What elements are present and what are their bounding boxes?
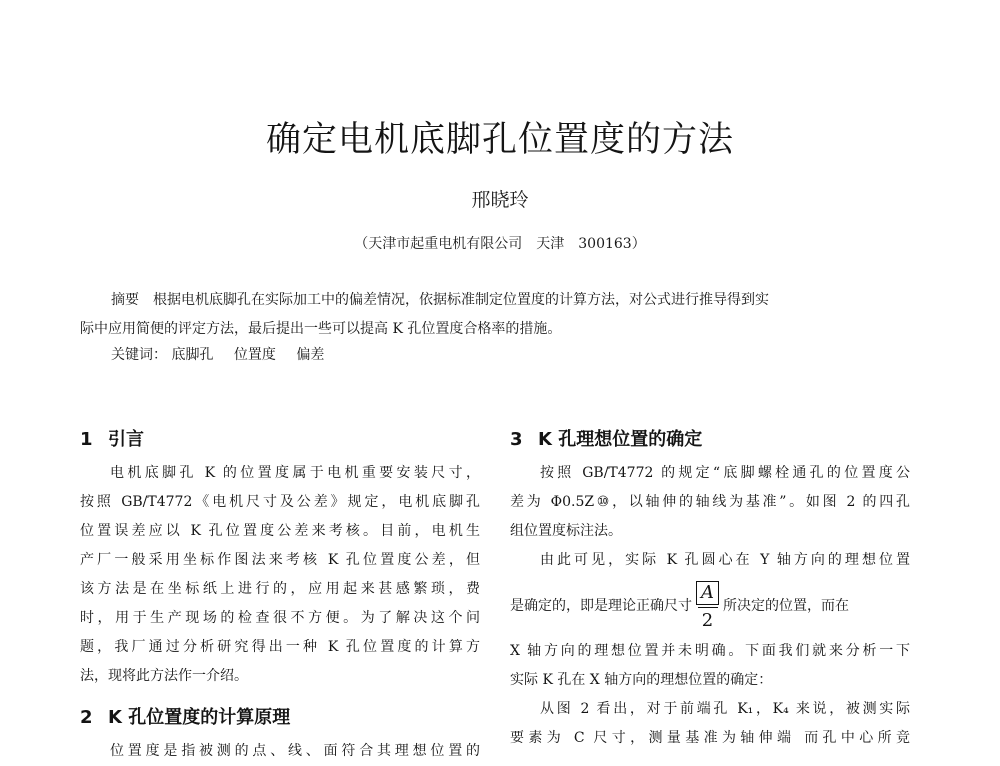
fraction-denominator: 2	[701, 609, 714, 631]
page-title: 确定电机底脚孔位置度的方法	[265, 120, 734, 160]
section-number: 3	[510, 429, 523, 450]
section-2-heading	[80, 703, 480, 733]
right-column	[510, 425, 910, 753]
paragraph-line: 组位置度标注法。	[510, 523, 622, 539]
section-title: K 孔位置度的计算原理	[108, 707, 291, 728]
fraction-bar	[698, 607, 718, 608]
paragraph-line: 位置度是指被测的点、线、面符合其理想位置的	[110, 743, 480, 759]
paragraph-line: 按照 GB/T4772《电机尺寸及公差》规定，电机底脚孔	[80, 494, 480, 510]
section-number: 1	[80, 429, 93, 450]
affiliation: （天津市起重电机有限公司 天津 300163）	[354, 236, 646, 252]
section-3-heading	[510, 425, 910, 455]
abstract-line-2	[80, 315, 905, 344]
paragraph-line: 题，我厂通过分析研究得出一种 K 孔位置度的计算方	[80, 639, 480, 655]
paragraph-line: 由此可见，实际 K 孔圆心在 Y 轴方向的理想位置	[540, 552, 910, 568]
keyword-item: 底脚孔	[171, 347, 214, 363]
abstract-line-1	[80, 286, 905, 315]
paragraph-line: 法，现将此方法作一介绍。	[80, 668, 248, 684]
abstract-text-1: 根据电机底脚孔在实际加工中的偏差情况，依据标准制定位置度的计算方法，对公式进行推导得到实	[153, 292, 769, 308]
paragraph-line: 实际 K 孔在 X 轴方向的理想位置的确定：	[510, 672, 773, 688]
paragraph-line: 产厂一般采用坐标作图法来考核 K 孔位置度公差，但	[80, 552, 480, 568]
paragraph-line: 按照 GB/T4772 的规定“底脚螺栓通孔的位置度公	[540, 465, 910, 481]
paragraph-line: 位置误差应以 K 孔位置度公差来考核。目前，电机生	[80, 523, 480, 539]
fraction-text-after: 所决定的位置，而在	[723, 598, 849, 614]
section-1-heading	[80, 425, 480, 455]
paragraph-line: 该方法是在坐标纸上进行的，应用起来甚感繁琐，费	[80, 581, 480, 597]
paragraph-line: X 轴方向的理想位置并未明确。下面我们就来分析一下	[510, 643, 910, 659]
paragraph-line: 时，用于生产现场的检查很不方便。为了解决这个问	[80, 610, 480, 626]
paragraph-line: 从图 2 看出，对于前端孔 K₁，K₄ 来说，被测实际	[540, 701, 910, 717]
left-column	[80, 425, 480, 766]
section-title: K 孔理想位置的确定	[538, 429, 703, 450]
keyword-item: 位置度	[233, 347, 276, 363]
keywords-label: 关键词：	[111, 347, 167, 363]
paragraph-line: 要素为 C 尺寸，测量基准为轴伸端 而孔中心所竞	[510, 730, 910, 746]
keywords	[111, 344, 324, 364]
fraction-line	[510, 575, 910, 637]
fraction-text-before: 是确定的，即是理论正确尺寸	[510, 598, 692, 614]
section-number: 2	[80, 707, 93, 728]
section-title: 引言	[108, 429, 144, 450]
author: 邢晓玲	[471, 189, 529, 211]
fraction-a-over-2	[696, 581, 719, 632]
keyword-item: 偏差	[296, 347, 325, 363]
abstract	[80, 286, 905, 344]
paragraph-line: 电机底脚孔 K 的位置度属于电机重要安装尺寸，	[110, 465, 480, 481]
fraction-numerator: A	[696, 581, 719, 605]
abstract-text-2: 际中应用简便的评定方法，最后提出一些可以提高 K 孔位置度合格率的措施。	[80, 321, 562, 337]
abstract-label: 摘要	[111, 292, 139, 308]
paragraph-line: 差为 Φ0.5Z⑩，以轴伸的轴线为基准”。如图 2 的四孔	[510, 494, 910, 510]
